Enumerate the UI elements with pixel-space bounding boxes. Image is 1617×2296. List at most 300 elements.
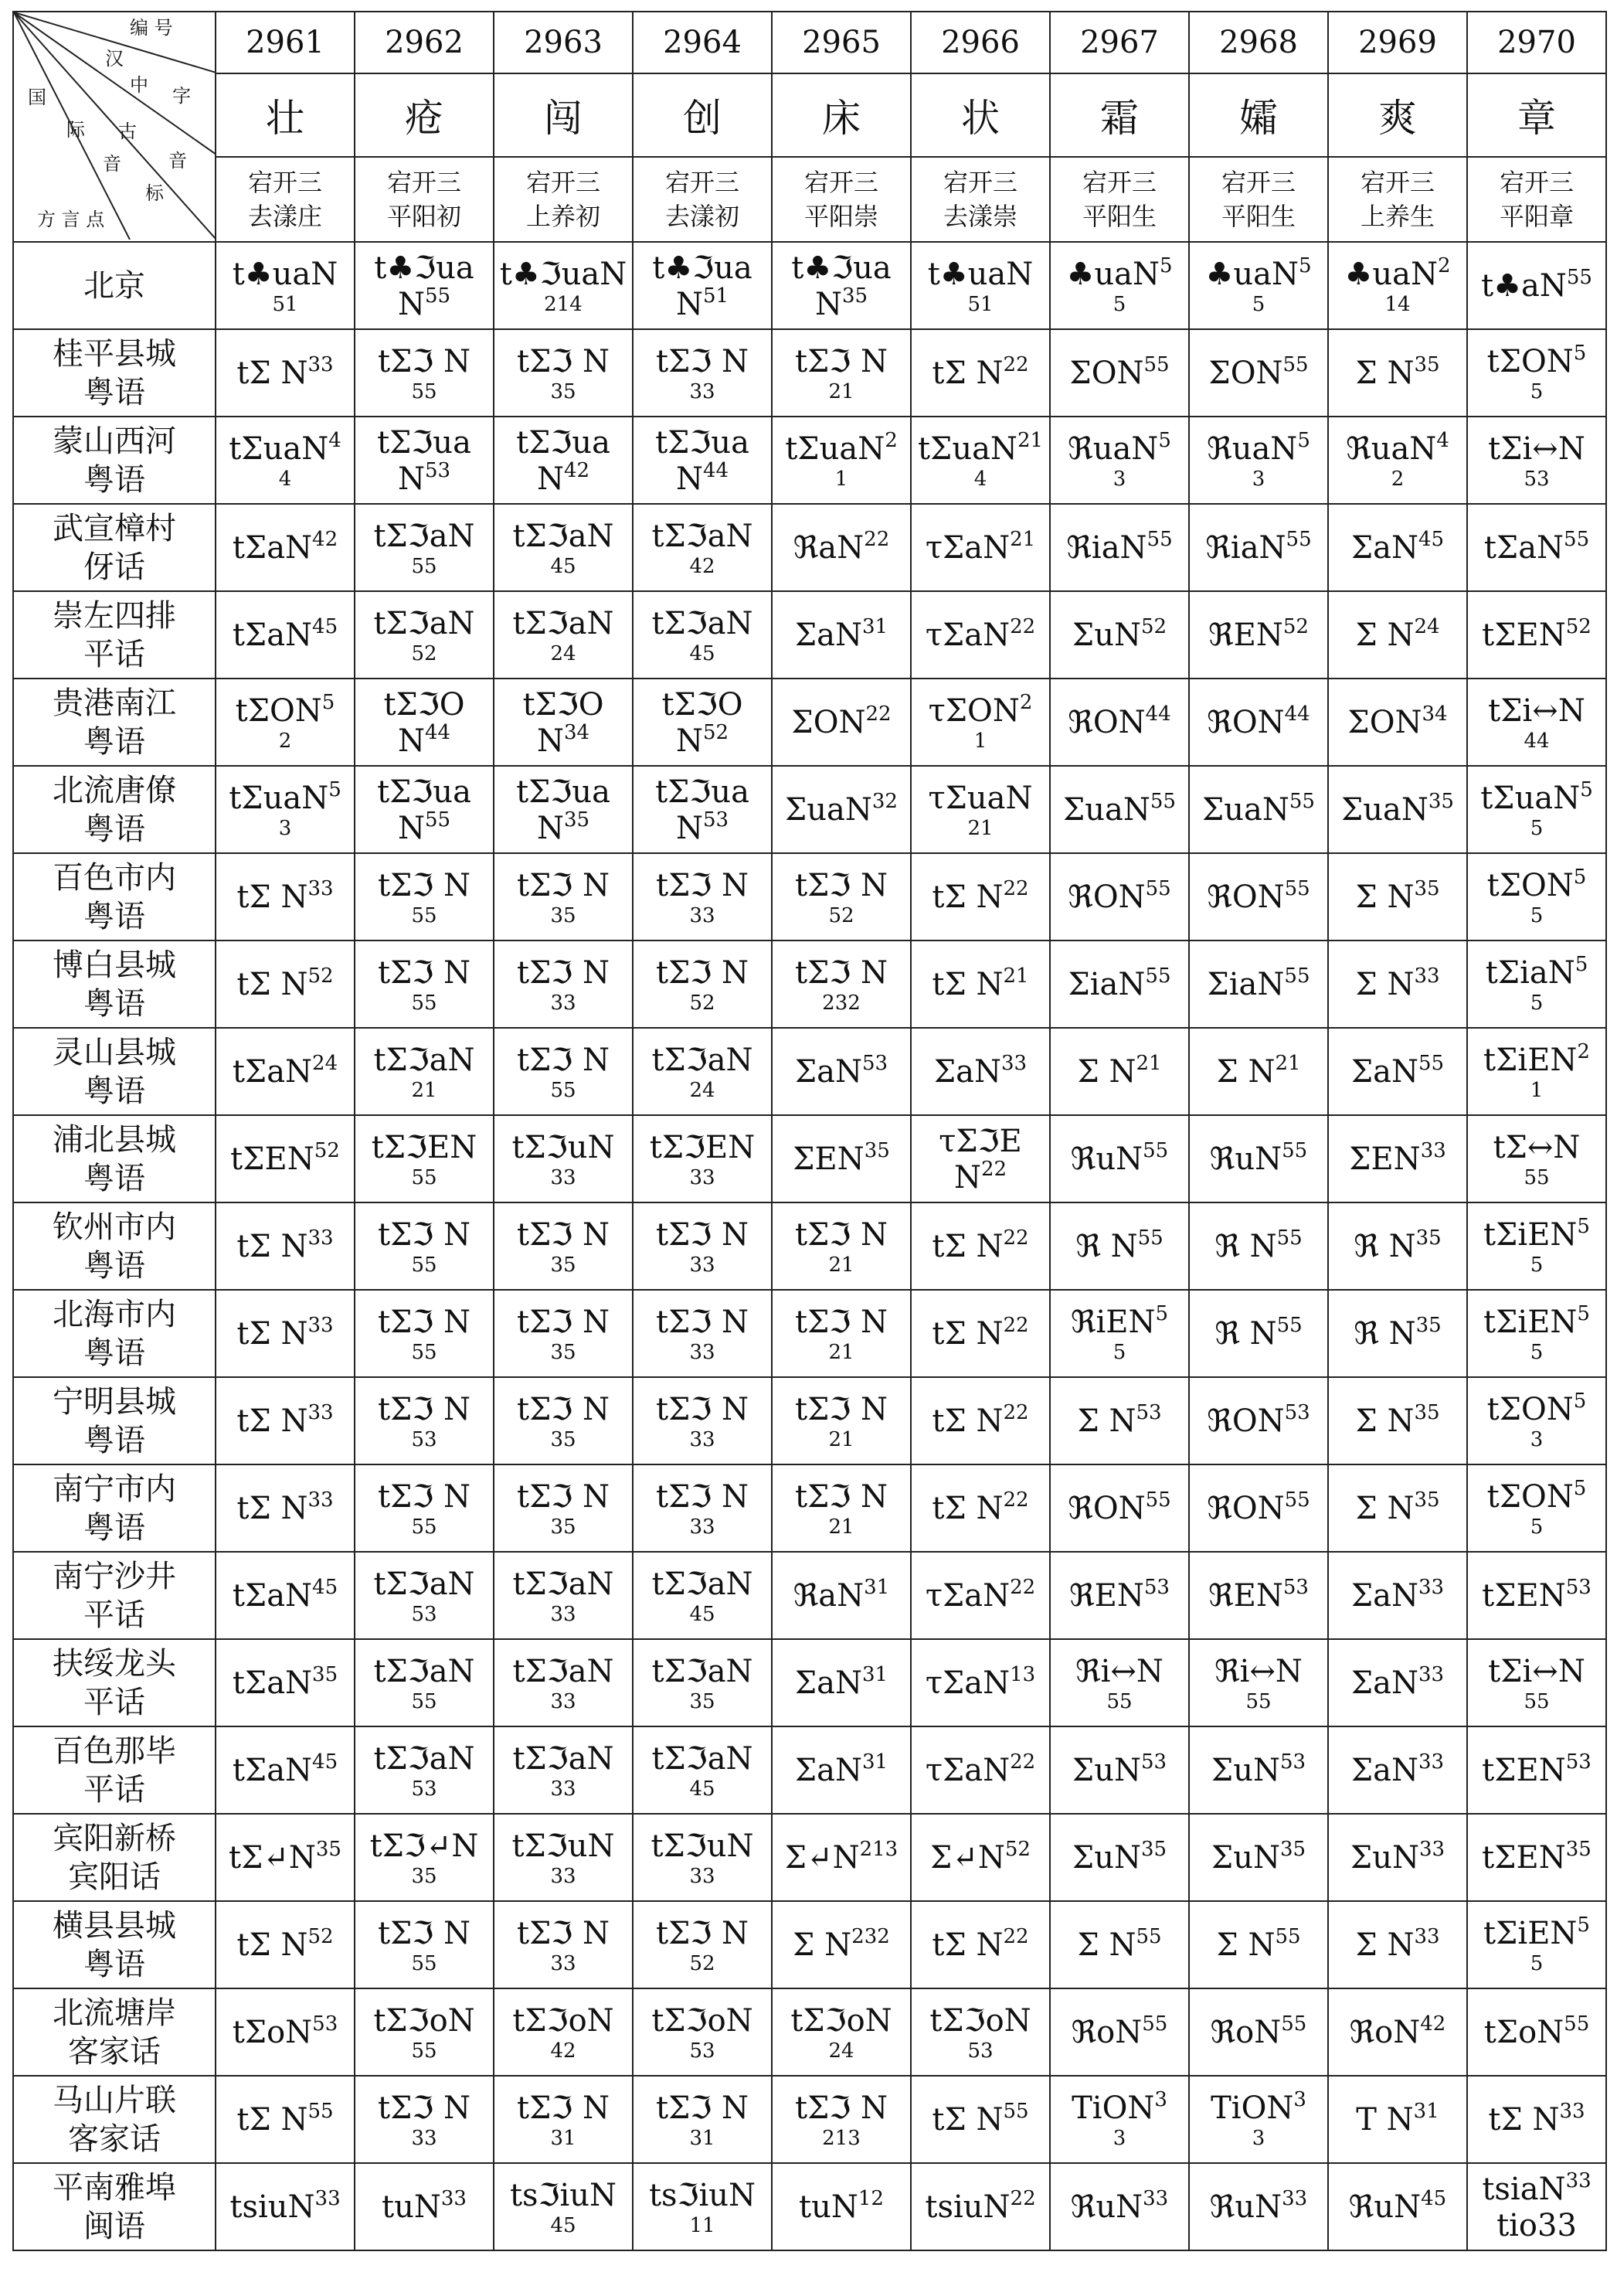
category-line-1: 宕开三 [1221, 168, 1296, 197]
ipa-line [773, 614, 910, 654]
tone-superscript: 31 [862, 1750, 888, 1774]
ipa-text: t♣ℑua [791, 250, 892, 286]
ipa-text: τΣaN [925, 529, 1011, 566]
pronunciation-cell [1328, 1726, 1467, 1814]
ipa-text: tΣℑoN [929, 2002, 1031, 2039]
pronunciation-cell [355, 1726, 494, 1814]
ipa-line [1468, 1752, 1605, 1789]
ipa-line [1329, 352, 1466, 392]
ipa-text: ℜON [1068, 879, 1146, 915]
ipa-line [1329, 1839, 1466, 1876]
column-character: 状 [911, 73, 1050, 157]
ipa-line [912, 430, 1049, 468]
header-row-categories [13, 157, 1606, 242]
tone-superscript: 35 [864, 1138, 890, 1162]
tone-superscript: 33 [1565, 2168, 1592, 2192]
ipa-text: tΣ N [932, 1490, 1004, 1526]
ipa-text: ΣuN [1211, 1839, 1280, 1876]
tone-subscript: 232 [822, 991, 861, 1015]
ipa-text: ΣaN [794, 617, 863, 653]
ipa-text: tΣ N [236, 1228, 308, 1264]
ipa-line [1329, 1228, 1466, 1265]
tone-subscript-line [216, 293, 354, 316]
pronunciation-cell [494, 1290, 633, 1377]
pronunciation-cell [1050, 1290, 1189, 1377]
corner-label-yin1: 音 [103, 153, 121, 175]
ipa-text: tΣON [235, 692, 322, 729]
ipa-text: Σ↵N [784, 1839, 860, 1876]
tone-superscript: 2 [1437, 253, 1451, 277]
ipa-text: tΣiaN [1485, 954, 1575, 991]
pronunciation-cell [1467, 1552, 1606, 1639]
ipa-line [634, 686, 771, 723]
tone-subscript: 31 [550, 2126, 576, 2150]
ipa-text: tΣℑ↵N [369, 1828, 479, 1864]
tone-subscript: 33 [689, 1165, 715, 1189]
ipa-text: tΣℑaN [651, 1740, 753, 1777]
pronunciation-cell [1189, 1464, 1328, 1552]
ipa-text: tΣuaN [1480, 780, 1581, 816]
location-name: 宁明县城 [53, 1383, 176, 1420]
pronunciation-cell [216, 591, 355, 679]
pronunciation-cell [494, 1639, 633, 1726]
pronunciation-cell [1328, 2163, 1467, 2250]
ipa-text: tΣℑ N [656, 1391, 749, 1427]
tone-subscript-line [494, 904, 632, 927]
ipa-text: tΣiEN [1483, 1304, 1578, 1340]
pronunciation-cell [772, 1814, 911, 1901]
tone-subscript: 55 [1524, 1165, 1550, 1189]
tone-superscript: 53 [1284, 1400, 1310, 1424]
tone-subscript: 4 [973, 467, 987, 491]
tone-superscript: 35 [563, 808, 590, 832]
dialect-pronunciation-table [12, 11, 1607, 2251]
pronunciation-cell [911, 853, 1050, 941]
ipa-text: ℜON [1207, 1490, 1285, 1526]
tone-subscript-line [1468, 1341, 1605, 1364]
ipa-text: tΣaN [232, 1053, 313, 1090]
tone-subscript-line [634, 1341, 771, 1364]
pronunciation-cell [1189, 1202, 1328, 1290]
pronunciation-cell [216, 1377, 355, 1464]
tone-subscript: 24 [828, 2039, 854, 2063]
tone-subscript: 53 [967, 2039, 994, 2063]
dialect-type: 客家话 [68, 2033, 161, 2070]
tone-superscript: 2 [1019, 690, 1033, 714]
ipa-line [1468, 614, 1605, 654]
tone-subscript: 33 [411, 2126, 437, 2150]
ipa-text: tΣℑaN [651, 605, 753, 641]
location-name: 武宣樟村 [53, 510, 176, 546]
dialect-location [13, 1202, 216, 1290]
ipa-line [1329, 529, 1466, 566]
table-header [13, 12, 1606, 242]
table-row [13, 242, 1606, 329]
ipa-line [1468, 1478, 1605, 1515]
pronunciation-cell [911, 679, 1050, 766]
tone-subscript: 55 [411, 1689, 437, 1713]
ipa-line [912, 1123, 1049, 1160]
tone-superscript: 5 [1573, 341, 1587, 365]
category-line-2: 去漾初 [664, 202, 739, 231]
ipa-text: tΣoN [232, 2014, 313, 2050]
ipa-line [1468, 2101, 1605, 2138]
pronunciation-cell [1328, 1115, 1467, 1202]
tone-subscript-line [494, 642, 632, 665]
ipa-line [355, 1740, 493, 1777]
tone-superscript: 31 [864, 1575, 890, 1599]
ipa-line [634, 1828, 771, 1865]
ipa-text: tΣℑ N [517, 1042, 610, 1078]
pronunciation-cell [1050, 242, 1189, 329]
corner-label-zi: 字 [172, 85, 191, 107]
tone-subscript: 53 [411, 1427, 437, 1451]
corner-header [13, 12, 216, 242]
ipa-line [1329, 2014, 1466, 2051]
dialect-type: 粤语 [83, 1335, 145, 1371]
tone-subscript-line [634, 1253, 771, 1277]
ipa-line [912, 966, 1049, 1003]
ipa-line [634, 1740, 771, 1777]
column-character: 孀 [1189, 73, 1328, 157]
ipa-text: tΣ N [932, 1315, 1004, 1352]
pronunciation-cell [494, 329, 633, 417]
location-name: 扶绥龙头 [53, 1645, 176, 1682]
location-name: 北京 [83, 267, 145, 304]
tone-superscript: 55 [1564, 2012, 1590, 2036]
column-character: 疮 [355, 73, 494, 157]
tone-subscript-line [494, 458, 632, 497]
ipa-line [1190, 1577, 1327, 1614]
tone-superscript: 44 [702, 458, 729, 482]
pronunciation-cell [1467, 417, 1606, 504]
column-category [1467, 157, 1606, 242]
tone-superscript: 5 [1580, 777, 1593, 801]
ipa-text: tΣℑaN [512, 1740, 614, 1777]
tone-subscript: 5 [1530, 1951, 1544, 1975]
pronunciation-cell [772, 417, 911, 504]
pronunciation-cell [633, 853, 772, 941]
ipa-text: tΣℑ N [656, 343, 749, 379]
tone-superscript: 5 [1577, 1301, 1590, 1325]
ipa-line [773, 1138, 910, 1178]
ipa-text: ℜEN [1069, 1577, 1144, 1614]
tone-superscript: 33 [307, 876, 334, 900]
pronunciation-cell [1467, 2076, 1606, 2163]
ipa-line [1051, 1400, 1188, 1440]
tone-subscript-line [634, 720, 771, 759]
pronunciation-cell [1328, 417, 1467, 504]
tone-superscript: 33 [1418, 1750, 1445, 1774]
ipa-line [355, 1216, 493, 1253]
ipa-line [494, 1478, 632, 1515]
ipa-line [773, 1662, 910, 1702]
ipa-line [494, 2002, 632, 2039]
tone-superscript: 22 [1003, 1924, 1029, 1948]
pronunciation-cell [911, 417, 1050, 504]
location-name: 桂平县城 [53, 335, 176, 372]
ipa-line [912, 2101, 1049, 2138]
pronunciation-cell [1189, 853, 1328, 941]
ipa-text: τΣON [928, 692, 1020, 729]
tone-subscript-line [355, 1690, 493, 1713]
tone-superscript: 22 [1010, 2186, 1036, 2210]
ipa-line [912, 1577, 1049, 1614]
ipa-continuation: N [397, 286, 425, 322]
pronunciation-cell [1189, 1639, 1328, 1726]
ipa-line [1190, 2186, 1327, 2226]
pronunciation-cell [1189, 1377, 1328, 1464]
tone-subscript: 53 [689, 2039, 715, 2063]
pronunciation-cell [494, 1115, 633, 1202]
tone-superscript: 45 [1418, 527, 1445, 551]
ipa-text: tΣℑua [516, 774, 610, 810]
ipa-line [1468, 1301, 1605, 1341]
dialect-location [13, 1726, 216, 1814]
tone-subscript-line [1468, 1690, 1605, 1713]
column-number: 2970 [1467, 12, 1606, 73]
tone-superscript: 21 [1010, 527, 1036, 551]
tone-subscript: 21 [828, 1427, 854, 1451]
pronunciation-cell [355, 1115, 494, 1202]
tone-superscript: 35 [1279, 1837, 1306, 1861]
dialect-table-container [12, 11, 1605, 2251]
ipa-line [634, 343, 771, 380]
tone-subscript: 3 [1113, 467, 1126, 491]
tone-superscript: 44 [1284, 702, 1310, 726]
tone-subscript: 21 [828, 1515, 854, 1539]
tone-subscript-line [1468, 380, 1605, 403]
tone-superscript: 33 [1282, 2186, 1308, 2210]
pronunciation-cell [772, 2076, 911, 2163]
pronunciation-cell [633, 417, 772, 504]
ipa-text: tΣuaN [229, 430, 329, 467]
pronunciation-cell [355, 1639, 494, 1726]
category-line-2: 平阳生 [1082, 202, 1157, 231]
pronunciation-cell [633, 941, 772, 1028]
ipa-line [494, 1216, 632, 1253]
pronunciation-cell [1467, 1814, 1606, 1901]
pronunciation-cell [911, 1115, 1050, 1202]
tone-superscript: 53 [1279, 1750, 1306, 1774]
ipa-text: tΣaN [232, 1577, 313, 1614]
tone-subscript-line [634, 1777, 771, 1801]
ipa-line [912, 876, 1049, 916]
dialect-type: 平话 [83, 1684, 145, 1720]
tone-subscript: 14 [1384, 292, 1411, 316]
ipa-line [634, 1042, 771, 1079]
tone-subscript: 33 [550, 1777, 576, 1801]
ipa-text: tΣℑaN [373, 1042, 475, 1078]
pronunciation-cell [1189, 329, 1328, 417]
tone-subscript: 3 [1113, 2126, 1126, 2150]
tone-superscript: 55 [1289, 789, 1315, 813]
tone-superscript: 33 [1414, 1924, 1440, 1948]
dialect-location [13, 329, 216, 417]
pronunciation-cell [355, 1202, 494, 1290]
pronunciation-cell [216, 1639, 355, 1726]
ipa-text: tΣi↔N [1488, 692, 1585, 729]
tone-subscript: 35 [550, 903, 576, 927]
ipa-text: ΣON [1069, 355, 1144, 391]
pronunciation-cell [772, 1726, 911, 1814]
pronunciation-cell [772, 1464, 911, 1552]
tone-superscript: 55 [1286, 527, 1312, 551]
tone-superscript: 35 [841, 284, 868, 308]
ipa-line [912, 529, 1049, 566]
corner-label-guo: 国 [28, 87, 46, 108]
dialect-type: 平话 [83, 1771, 145, 1808]
dialect-location [13, 766, 216, 853]
ipa-text: ΣuN [1350, 1839, 1419, 1876]
tone-superscript: 22 [1003, 876, 1029, 900]
table-row [13, 1639, 1606, 1726]
ipa-line [773, 430, 910, 468]
tone-subscript-line [216, 817, 354, 840]
tone-subscript: 33 [689, 1340, 715, 1364]
ipa-text: tuN [382, 2189, 441, 2225]
ipa-line [912, 1839, 1049, 1876]
pronunciation-cell [633, 1552, 772, 1639]
tone-subscript: 52 [411, 641, 437, 665]
ipa-line [1468, 529, 1605, 566]
ipa-text: ΣuN [1072, 1752, 1141, 1788]
category-line-2: 上养初 [525, 202, 600, 231]
dialect-type: 宾阳话 [68, 1859, 161, 1895]
pronunciation-cell [1467, 766, 1606, 853]
tone-subscript: 55 [411, 2039, 437, 2063]
tone-superscript: 53 [1136, 1400, 1162, 1424]
ipa-text: tΣEN [1482, 1577, 1566, 1614]
ipa-text: ℜaN [793, 1577, 865, 1614]
tone-superscript: 53 [702, 808, 729, 832]
tone-subscript: 45 [550, 554, 576, 578]
ipa-line [912, 256, 1049, 293]
pronunciation-cell [494, 1464, 633, 1552]
pronunciation-cell [1050, 766, 1189, 853]
tone-superscript: 35 [315, 1837, 341, 1861]
tone-superscript: 53 [1565, 1575, 1592, 1599]
tone-subscript-line [494, 2214, 632, 2237]
ipa-text: tuN [799, 2189, 858, 2225]
tone-subscript-line [355, 1865, 493, 1888]
ipa-line [773, 1304, 910, 1341]
corner-diagonal-lines [14, 12, 216, 240]
ipa-line [1468, 1915, 1605, 1952]
ipa-line [634, 1391, 771, 1428]
tone-subscript-line [912, 468, 1049, 491]
tone-subscript-line [912, 1157, 1049, 1196]
tone-subscript: 33 [689, 1253, 715, 1277]
column-category [216, 157, 355, 242]
ipa-line [912, 1400, 1049, 1440]
tone-subscript: 5 [1530, 1340, 1544, 1364]
pronunciation-cell [772, 1639, 911, 1726]
ipa-text: TiON [1211, 2090, 1294, 2126]
ipa-text: ΣuN [1072, 1839, 1141, 1876]
tone-subscript: 55 [411, 379, 437, 403]
tone-subscript: 55 [411, 1951, 437, 1975]
ipa-line [1051, 2087, 1188, 2127]
ipa-line [1468, 777, 1605, 817]
pronunciation-cell [494, 1377, 633, 1464]
tone-subscript-line [216, 468, 354, 491]
tone-subscript-line [912, 293, 1049, 316]
tone-subscript: 52 [689, 991, 715, 1015]
ipa-text: ℜON [1207, 1403, 1285, 1439]
column-number: 2967 [1050, 12, 1189, 73]
tone-subscript-line [773, 1341, 910, 1364]
pronunciation-cell [355, 1028, 494, 1115]
ipa-line [634, 605, 771, 642]
location-name: 宾阳新桥 [53, 1820, 176, 1856]
ipa-line [1051, 704, 1188, 741]
ipa-line [355, 250, 493, 287]
ipa-text: tΣℑ N [795, 1478, 888, 1515]
ipa-line [1190, 253, 1327, 293]
pronunciation-cell [216, 242, 355, 329]
ipa-line [1468, 1839, 1605, 1876]
dialect-location [13, 417, 216, 504]
tone-subscript: 44 [1524, 729, 1550, 753]
ipa-text: tΣℑ N [378, 2090, 470, 2126]
category-line-2: 平阳生 [1221, 202, 1296, 231]
ipa-line [1468, 1129, 1605, 1166]
pronunciation-cell [1050, 504, 1189, 591]
tone-superscript: 35 [1140, 1837, 1167, 1861]
ipa-text: tΣℑ N [517, 1304, 610, 1340]
tone-subscript-line [1190, 2127, 1327, 2150]
column-number: 2962 [355, 12, 494, 73]
tone-subscript-line [494, 1865, 632, 1888]
tone-subscript: 5 [1113, 1340, 1126, 1364]
ipa-text: tΣON [1486, 1478, 1574, 1515]
ipa-text: tΣℑ N [795, 1216, 888, 1253]
pronunciation-cell [1189, 1814, 1328, 1901]
ipa-line [912, 1490, 1049, 1527]
pronunciation-cell [1328, 504, 1467, 591]
ipa-line [773, 1752, 910, 1789]
ipa-line [773, 2002, 910, 2039]
ipa-text: tΣ N [932, 355, 1004, 391]
pronunciation-cell [1328, 1552, 1467, 1639]
ipa-line [1190, 2014, 1327, 2051]
column-character: 章 [1467, 73, 1606, 157]
tone-subscript-line [773, 1428, 910, 1451]
ipa-text: tΣℑ N [517, 343, 610, 379]
ipa-line [355, 1828, 493, 1865]
location-name: 崇左四排 [53, 597, 176, 634]
pronunciation-cell [1189, 941, 1328, 1028]
tone-subscript: 5 [1252, 292, 1265, 316]
ipa-text: ℜ N [1075, 1228, 1138, 1264]
tone-subscript-line [494, 380, 632, 403]
tone-superscript: 22 [980, 1157, 1007, 1181]
tone-subscript: 214 [544, 292, 583, 316]
pronunciation-cell [633, 1464, 772, 1552]
ipa-text: τΣℑE [939, 1123, 1022, 1159]
ipa-line [773, 2186, 910, 2226]
pronunciation-cell [911, 1901, 1050, 1988]
tone-subscript: 35 [550, 1515, 576, 1539]
tone-superscript: 33 [1001, 1051, 1028, 1075]
pronunciation-cell [1189, 1028, 1328, 1115]
table-row [13, 766, 1606, 853]
pronunciation-cell [1189, 242, 1328, 329]
ipa-line [355, 2186, 493, 2226]
tone-subscript-line [494, 1428, 632, 1451]
ipa-text: ℜoN [1071, 2014, 1143, 2050]
